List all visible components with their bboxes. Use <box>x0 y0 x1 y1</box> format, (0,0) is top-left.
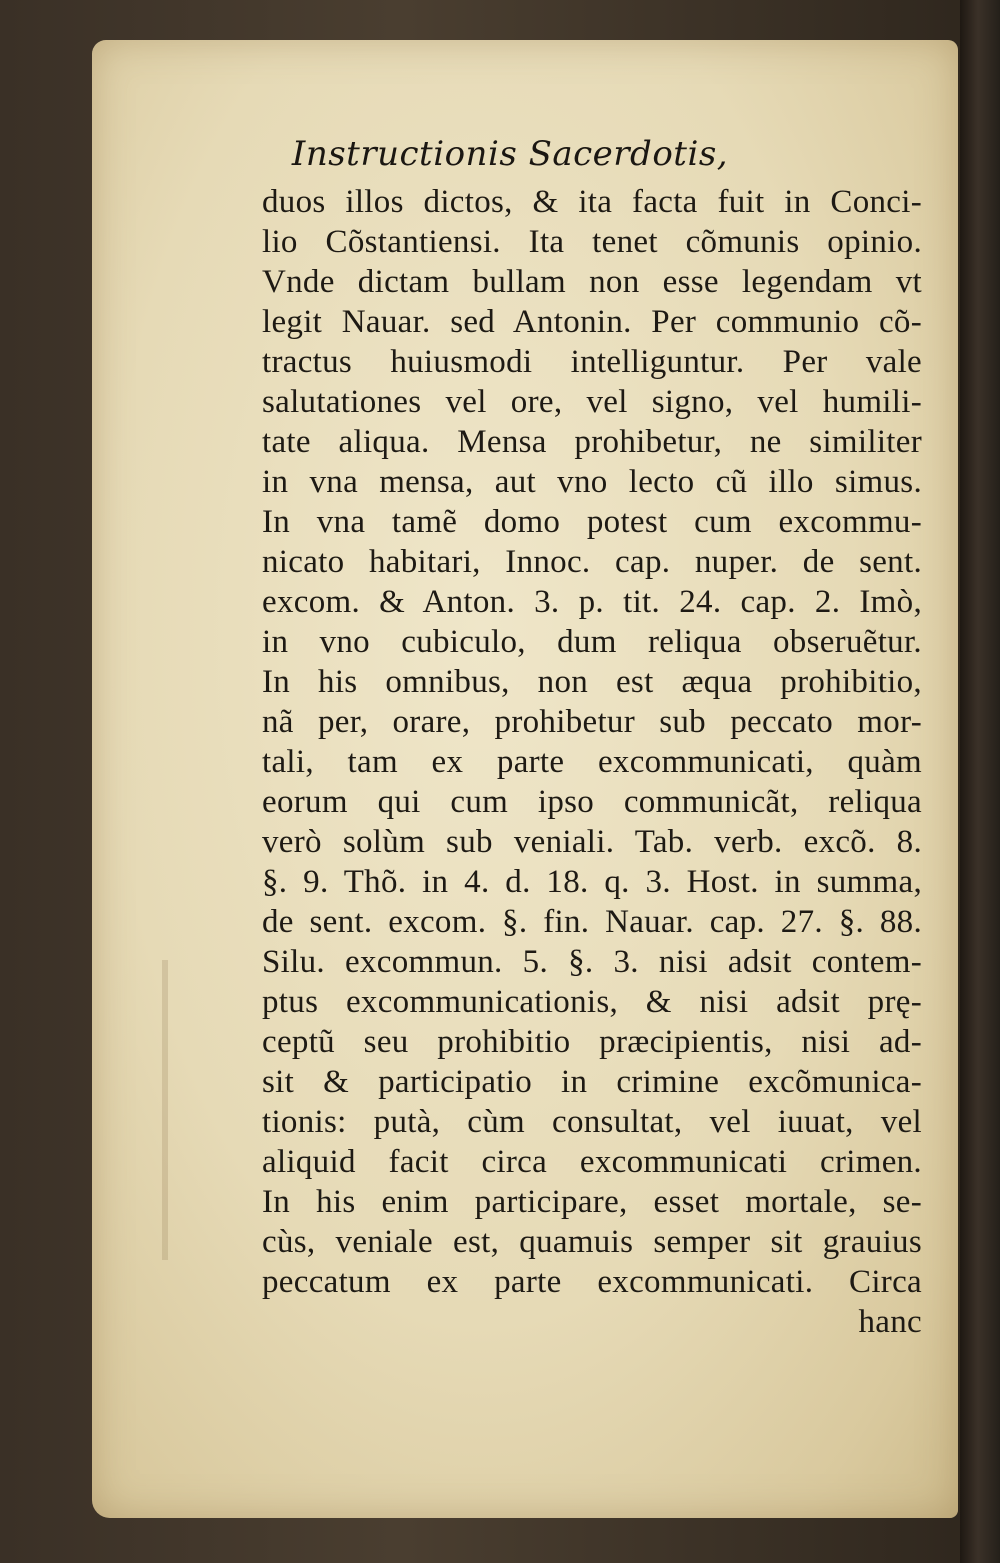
text-line: Vnde dictam bullam non esse legendam vt <box>262 264 922 300</box>
text-line: peccatum ex parte excommunicati. Circa <box>262 1264 922 1300</box>
text-line: duos illos dictos, & ita facta fuit in Conci- <box>262 184 922 220</box>
text-line: de sent. excom. §. fin. Nauar. cap. 27. §. 88. <box>262 904 922 940</box>
text-line: Silu. excommun. 5. §. 3. nisi adsit contem- <box>262 944 922 980</box>
text-line: nã per, orare, prohibetur sub peccato mor- <box>262 704 922 740</box>
text-line: excom. & Anton. 3. p. tit. 24. cap. 2. Imò, <box>262 584 922 620</box>
text-line: ptus excommunicationis, & nisi adsit prę- <box>262 984 922 1020</box>
text-line: In vna tamẽ domo potest cum excommu- <box>262 504 922 540</box>
text-line: legit Nauar. sed Antonin. Per communio cõ- <box>262 304 922 340</box>
text-line: In his enim participare, esset mortale, se- <box>262 1184 922 1220</box>
text-line: in vno cubiculo, dum reliqua obseruẽtur. <box>262 624 922 660</box>
catchword: hanc <box>858 1304 922 1340</box>
page-stain <box>162 960 168 1260</box>
text-line: nicato habitari, Innoc. cap. nuper. de sent. <box>262 544 922 580</box>
text-line: sit & participatio in crimine excõmunica- <box>262 1064 922 1100</box>
text-line: lio Cõstantiensi. Ita tenet cõmunis opinio. <box>262 224 922 260</box>
text-line: tate aliqua. Mensa prohibetur, ne similiter <box>262 424 922 460</box>
book-binding-edge <box>960 0 1000 1563</box>
text-line: aliquid facit circa excommunicati crimen. <box>262 1144 922 1180</box>
text-line: cùs, veniale est, quamuis semper sit grauius <box>262 1224 922 1260</box>
running-head: Instructionis Sacerdotis, <box>291 134 729 174</box>
text-line: eorum qui cum ipso communicãt, reliqua <box>262 784 922 820</box>
text-line: in vna mensa, aut vno lecto cũ illo simus. <box>262 464 922 500</box>
text-line: tractus huiusmodi intelliguntur. Per vale <box>262 344 922 380</box>
body-text <box>262 182 922 1342</box>
text-line: tionis: putà, cùm consultat, vel iuuat, vel <box>262 1104 922 1140</box>
text-line: tali, tam ex parte excommunicati, quàm <box>262 744 922 780</box>
text-line: §. 9. Thõ. in 4. d. 18. q. 3. Host. in summa, <box>262 864 922 900</box>
text-line: verò solùm sub veniali. Tab. verb. excõ. 8. <box>262 824 922 860</box>
text-line: salutationes vel ore, vel signo, vel humili- <box>262 384 922 420</box>
text-line: ceptũ seu prohibitio præcipientis, nisi ad- <box>262 1024 922 1060</box>
text-line: In his omnibus, non est æqua prohibitio, <box>262 664 922 700</box>
